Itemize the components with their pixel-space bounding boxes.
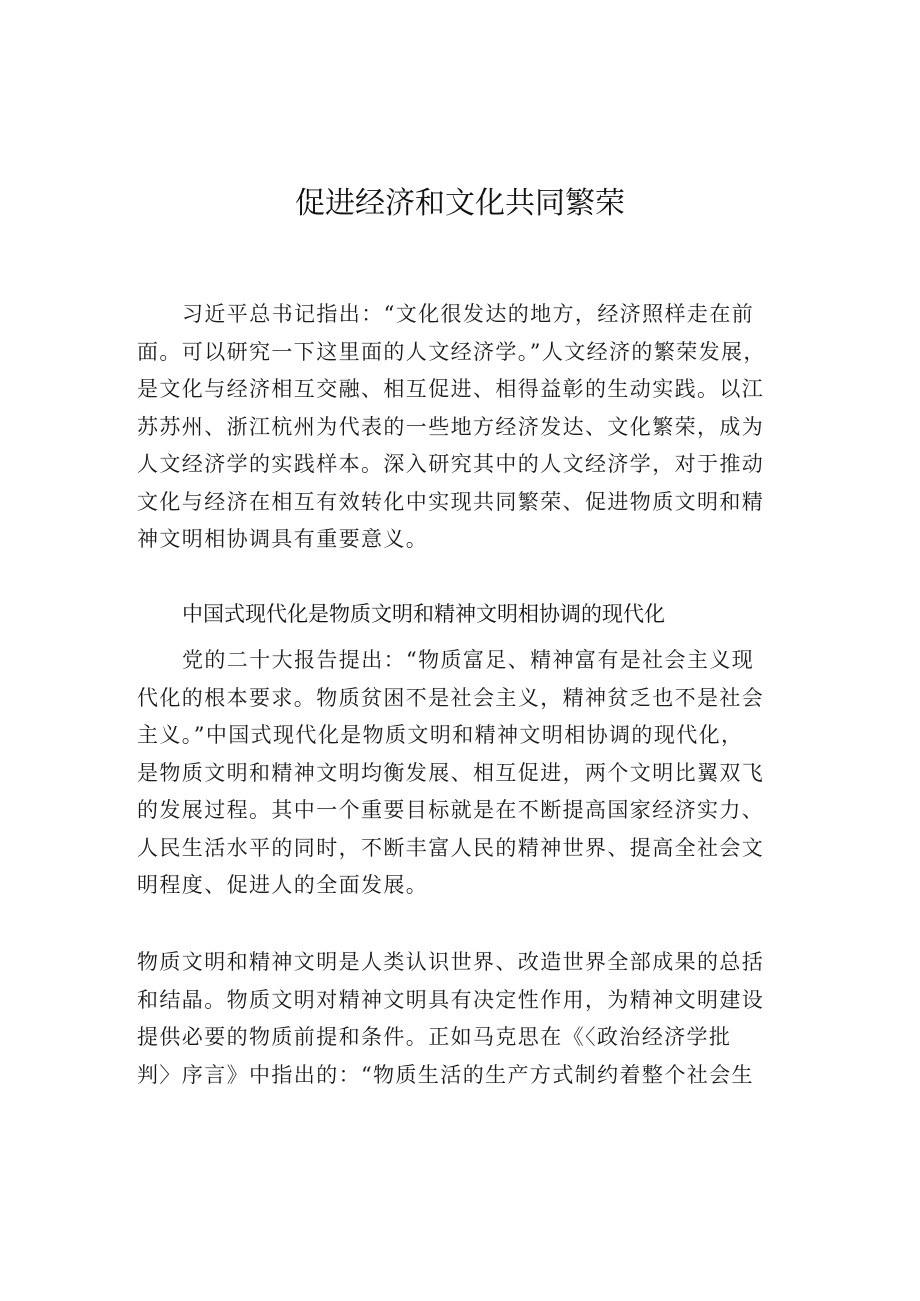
paragraph-line: 苏苏州、浙江杭州为代表的一些地方经济发达、文化繁荣，成为 bbox=[137, 414, 765, 439]
paragraph-line: 文化与经济在相互有效转化中实现共同繁荣、促进物质文明和精 bbox=[137, 489, 765, 514]
document-title: 促进经济和文化共同繁荣 bbox=[295, 186, 625, 221]
paragraph-line: 判〉序言》中指出的：“物质生活的生产方式制约着整个社会生 bbox=[137, 1062, 754, 1087]
paragraph-civilization bbox=[137, 944, 797, 1094]
paragraph-line: 神文明相协调具有重要意义。 bbox=[137, 527, 429, 551]
paragraph-line: 明程度、促进人的全面发展。 bbox=[137, 873, 429, 897]
paragraph-report bbox=[137, 642, 797, 905]
paragraph-line: 提供必要的物质前提和条件。正如马克思在《〈政治经济学批 bbox=[137, 1025, 732, 1049]
paragraph-line: 人文经济学的实践样本。深入研究其中的人文经济学，对于推动 bbox=[137, 452, 765, 476]
paragraph-line: 和结晶。物质文明对精神文明具有决定性作用，为精神文明建设 bbox=[137, 987, 765, 1012]
paragraph-line: 党的二十大报告提出：“物质富足、精神富有是社会主义现 bbox=[182, 648, 755, 672]
paragraph-line: 是物质文明和精神文明均衡发展、相互促进，两个文明比翼双飞 bbox=[137, 760, 765, 785]
section-heading: 中国式现代化是物质文明和精神文明相协调的现代化 bbox=[182, 602, 665, 626]
paragraph-line: 的发展过程。其中一个重要目标就是在不断提高国家经济实力、 bbox=[137, 798, 765, 822]
paragraph-line: 人民生活水平的同时，不断丰富人民的精神世界、提高全社会文 bbox=[137, 835, 765, 860]
paragraph-line: 面。可以研究一下这里面的人文经济学。”人文经济的繁荣发展， bbox=[137, 339, 766, 364]
paragraph-line: 主义。”中国式现代化是物质文明和精神文明相协调的现代化， bbox=[137, 723, 744, 747]
paragraph-line: 物质文明和精神文明是人类认识世界、改造世界全部成果的总括 bbox=[137, 950, 765, 974]
paragraph-line: 习近平总书记指出：“文化很发达的地方，经济照样走在前 bbox=[182, 302, 755, 326]
paragraph-intro bbox=[137, 296, 797, 559]
paragraph-line: 代化的根本要求。物质贫困不是社会主义，精神贫乏也不是社会 bbox=[137, 685, 765, 710]
paragraph-line: 是文化与经济相互交融、相互促进、相得益彰的生动实践。以江 bbox=[137, 377, 765, 401]
